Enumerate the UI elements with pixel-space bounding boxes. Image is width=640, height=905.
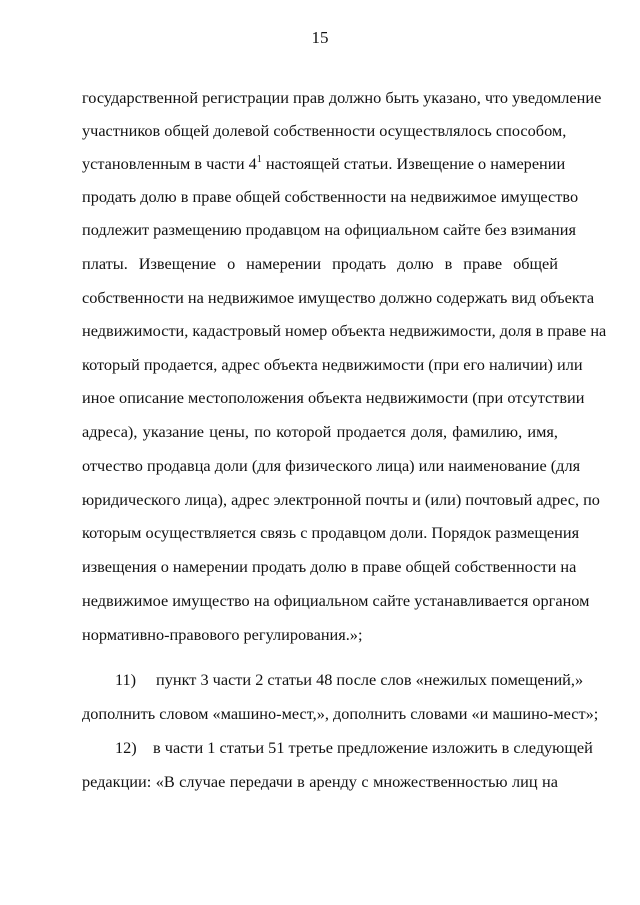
- text-line: платы. Извещение о намерении продать долю в праве общей: [82, 254, 558, 273]
- text-line: недвижимое имущество на официальном сайте устанавливается органом: [82, 591, 590, 610]
- text-line: дополнить словом «машино-мест,», дополнить словами «и машино-мест»;: [82, 704, 599, 723]
- text-line: государственной регистрации прав должно быть указано, что уведомление: [82, 88, 602, 107]
- text-line: участников общей долевой собственности осуществлялось способом,: [82, 121, 567, 140]
- text-line: иное описание местоположения объекта недвижимости (при отсутствии: [82, 388, 585, 407]
- text-fragment: установленным в части 4: [82, 154, 257, 173]
- text-line: недвижимости, кадастровый номер объекта недвижимости, доля в праве на: [82, 321, 607, 340]
- text-line: нормативно-правового регулирования.»;: [82, 625, 363, 644]
- page-number: 15: [311, 28, 329, 47]
- text-line: подлежит размещению продавцом на официальном сайте без взимания: [82, 220, 576, 239]
- text-line: отчество продавца доли (для физического лица) или наименование (для: [82, 456, 581, 475]
- text-line: которым осуществляется связь с продавцом доли. Порядок размещения: [82, 523, 580, 542]
- text-fragment: настоящей статьи. Извещение о намерении: [261, 154, 566, 173]
- superscript: 1: [256, 154, 262, 165]
- text-line: [82, 154, 566, 174]
- text-line: который продается, адрес объекта недвижимости (при его наличии) или: [82, 355, 583, 374]
- text-line: извещения о намерении продать долю в праве общей собственности на: [82, 557, 577, 576]
- text-line: юридического лица), адрес электронной почты и (или) почтовый адрес, по: [82, 490, 600, 509]
- text-line: пункт 3 части 2 статьи 48 после слов «нежилых помещений,»: [156, 670, 584, 689]
- text-line: редакции: «В случае передачи в аренду с множественностью лиц на: [82, 772, 558, 791]
- text-line: собственности на недвижимое имущество должно содержать вид объекта: [82, 288, 595, 307]
- text-line: продать долю в праве общей собственности на недвижимое имущество: [82, 187, 579, 206]
- item-number: 12): [115, 738, 137, 757]
- item-number: 11): [115, 670, 137, 689]
- text-line: в части 1 статьи 51 третье предложение изложить в следующей: [153, 738, 593, 757]
- text-line: адреса), указание цены, по которой продается доля, фамилию, имя,: [82, 422, 558, 441]
